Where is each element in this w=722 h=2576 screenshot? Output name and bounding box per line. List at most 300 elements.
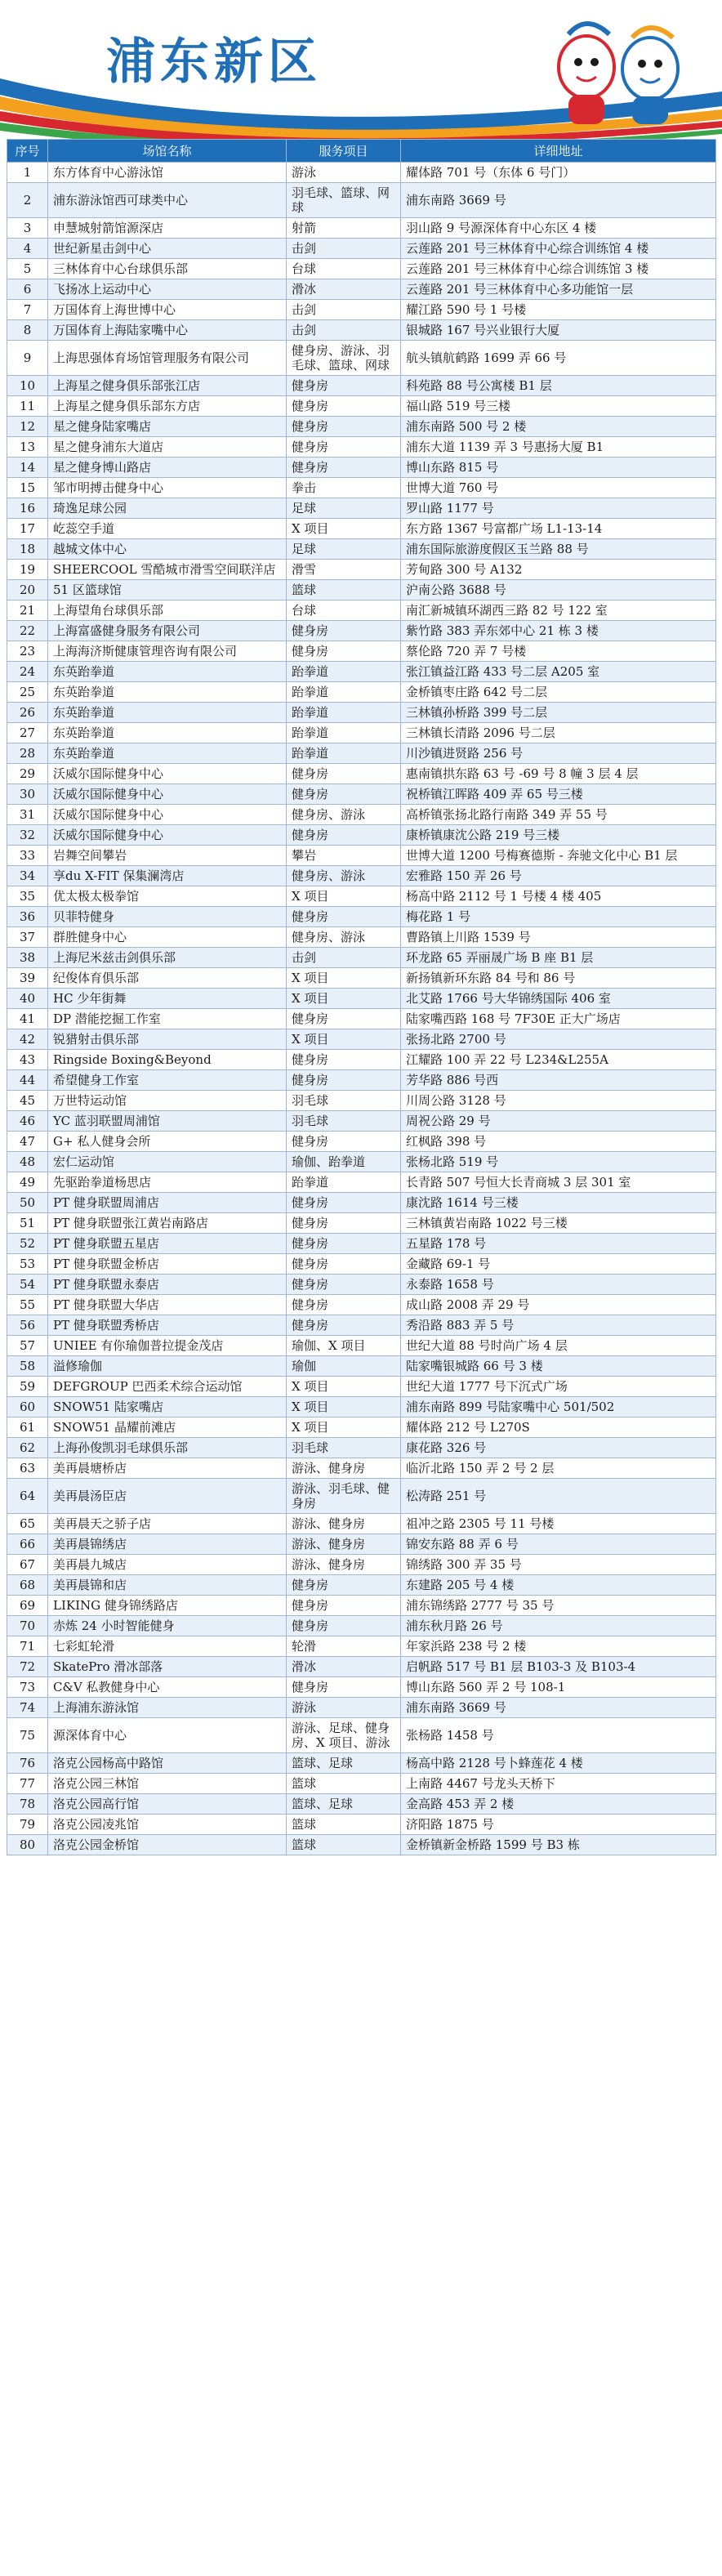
table-row [7, 1295, 716, 1315]
table-row [7, 1514, 716, 1534]
table-row [7, 1111, 716, 1132]
table-row [7, 784, 716, 805]
table-row [7, 1596, 716, 1616]
table-row [7, 764, 716, 784]
table-row [7, 163, 716, 183]
table-row [7, 279, 716, 300]
table-row [7, 1698, 716, 1718]
row-number: 42 [7, 1029, 48, 1050]
row-number: 74 [7, 1698, 48, 1718]
service-items: 台球 [287, 600, 401, 621]
row-number: 49 [7, 1172, 48, 1193]
venue-address: 东建路 205 号 4 楼 [401, 1575, 716, 1596]
table-row [7, 1132, 716, 1152]
service-items: 跆拳道 [287, 723, 401, 743]
table-row [7, 866, 716, 886]
venue-name: 万国体育上海陆家嘴中心 [48, 320, 287, 341]
venue-address: 梅花路 1 号 [401, 907, 716, 927]
venue-name: 洛克公园凌兆馆 [48, 1815, 287, 1835]
venue-address: 张杨北路 519 号 [401, 1152, 716, 1172]
service-items: 羽毛球 [287, 1111, 401, 1132]
service-items: 健身房 [287, 1009, 401, 1029]
venue-name: 星之健身浦东大道店 [48, 437, 287, 458]
row-number: 48 [7, 1152, 48, 1172]
venue-address: 启帆路 517 号 B1 层 B103-3 及 B103-4 [401, 1657, 716, 1677]
page-title: 浦东新区 [106, 33, 322, 91]
venue-address: 锦安东路 88 弄 6 号 [401, 1534, 716, 1555]
table-row [7, 1397, 716, 1417]
venue-name: 上海尼米兹击剑俱乐部 [48, 948, 287, 968]
venue-address: 秀沿路 883 弄 5 号 [401, 1315, 716, 1336]
service-items: 击剑 [287, 320, 401, 341]
venue-address: 博山东路 560 弄 2 号 108-1 [401, 1677, 716, 1698]
venue-address: 芳华路 886 号西 [401, 1070, 716, 1091]
venue-address: 康花路 326 号 [401, 1438, 716, 1458]
table-row [7, 1417, 716, 1438]
table-row [7, 1616, 716, 1636]
venue-address: 浦东南路 3669 号 [401, 183, 716, 218]
service-items: 游泳 [287, 1698, 401, 1718]
row-number: 7 [7, 300, 48, 320]
venue-address: 世纪大道 88 号时尚广场 4 层 [401, 1336, 716, 1356]
row-number: 19 [7, 560, 48, 580]
venue-name: 申慧城射箭馆源深店 [48, 218, 287, 239]
row-number: 10 [7, 376, 48, 396]
table-row [7, 927, 716, 948]
service-items: 足球 [287, 539, 401, 560]
row-number: 73 [7, 1677, 48, 1698]
service-items: 击剑 [287, 300, 401, 320]
table-row [7, 805, 716, 825]
row-number: 75 [7, 1718, 48, 1753]
venue-name: C&V 私教健身中心 [48, 1677, 287, 1698]
service-items: X 项目 [287, 1397, 401, 1417]
service-items: 健身房 [287, 1254, 401, 1275]
venue-address: 东方路 1367 号富都广场 L1-13-14 [401, 519, 716, 539]
venue-address: 浦东秋月路 26 号 [401, 1616, 716, 1636]
table-row [7, 948, 716, 968]
venue-name: G+ 私人健身会所 [48, 1132, 287, 1152]
row-number: 6 [7, 279, 48, 300]
venue-name: 美再晨九城店 [48, 1555, 287, 1575]
service-items: 健身房 [287, 1616, 401, 1636]
venue-address: 芳甸路 300 号 A132 [401, 560, 716, 580]
venue-table [7, 139, 716, 1855]
service-items: 台球 [287, 259, 401, 279]
table-row [7, 1657, 716, 1677]
service-items: 羽毛球、篮球、网球 [287, 183, 401, 218]
row-number: 27 [7, 723, 48, 743]
venue-address: 浦东大道 1139 弄 3 号惠扬大厦 B1 [401, 437, 716, 458]
venue-address: 云莲路 201 号三林体育中心多功能馆一层 [401, 279, 716, 300]
venue-address: 张江镇益江路 433 号二层 A205 室 [401, 662, 716, 682]
header-no: 序号 [7, 140, 48, 163]
venue-address: 上南路 4467 号龙头天桥下 [401, 1774, 716, 1794]
row-number: 59 [7, 1377, 48, 1397]
row-number: 3 [7, 218, 48, 239]
venue-address: 康桥镇康沈公路 219 号三楼 [401, 825, 716, 846]
service-items: 健身房 [287, 1295, 401, 1315]
table-row [7, 1815, 716, 1835]
table-row [7, 1275, 716, 1295]
venue-name: 沃威尔国际健身中心 [48, 825, 287, 846]
table-row [7, 560, 716, 580]
venue-name: 东英跆拳道 [48, 723, 287, 743]
row-number: 31 [7, 805, 48, 825]
venue-address: 紫竹路 383 弄东郊中心 21 栋 3 楼 [401, 621, 716, 641]
table-row [7, 846, 716, 866]
row-number: 51 [7, 1213, 48, 1234]
venue-name: 宏仁运动馆 [48, 1152, 287, 1172]
table-row [7, 662, 716, 682]
service-items: 健身房 [287, 1575, 401, 1596]
service-items: 游泳、健身房 [287, 1555, 401, 1575]
row-number: 47 [7, 1132, 48, 1152]
row-number: 64 [7, 1479, 48, 1514]
venue-address: 南汇新城镇环湖西三路 82 号 122 室 [401, 600, 716, 621]
table-row [7, 1315, 716, 1336]
service-items: 击剑 [287, 948, 401, 968]
row-number: 56 [7, 1315, 48, 1336]
header-name: 场馆名称 [48, 140, 287, 163]
table-row [7, 1794, 716, 1815]
table-row [7, 437, 716, 458]
row-number: 32 [7, 825, 48, 846]
service-items: 健身房 [287, 1234, 401, 1254]
venue-name: 岩舞空间攀岩 [48, 846, 287, 866]
row-number: 17 [7, 519, 48, 539]
table-row [7, 1774, 716, 1794]
venue-address: 三林镇长清路 2096 号二层 [401, 723, 716, 743]
venue-address: 曹路镇上川路 1539 号 [401, 927, 716, 948]
venue-address: 高桥镇张扬北路行南路 349 弄 55 号 [401, 805, 716, 825]
venue-address: 博山东路 815 号 [401, 458, 716, 478]
venue-name: YC 蓝羽联盟周浦馆 [48, 1111, 287, 1132]
venue-address: 银城路 167 号兴业银行大厦 [401, 320, 716, 341]
table-row [7, 989, 716, 1009]
service-items: 健身房 [287, 376, 401, 396]
table-row [7, 341, 716, 376]
service-items: 轮滑 [287, 1636, 401, 1657]
service-items: 篮球、足球 [287, 1753, 401, 1774]
service-items: 游泳、足球、健身房、X 项目、游泳 [287, 1718, 401, 1753]
table-row [7, 1336, 716, 1356]
service-items: 滑雪 [287, 560, 401, 580]
table-row [7, 907, 716, 927]
table-row [7, 1438, 716, 1458]
service-items: 健身房、游泳 [287, 805, 401, 825]
row-number: 34 [7, 866, 48, 886]
venue-name: DP 潜能挖掘工作室 [48, 1009, 287, 1029]
service-items: 游泳、健身房 [287, 1534, 401, 1555]
service-items: 羽毛球 [287, 1438, 401, 1458]
table-row [7, 1835, 716, 1855]
venue-address: 杨高中路 2112 号 1 号楼 4 楼 405 [401, 886, 716, 907]
venue-name: 三林体育中心台球俱乐部 [48, 259, 287, 279]
row-number: 70 [7, 1616, 48, 1636]
service-items: 跆拳道 [287, 662, 401, 682]
venue-address: 五星路 178 号 [401, 1234, 716, 1254]
table-row [7, 621, 716, 641]
venue-name: PT 健身联盟周浦店 [48, 1193, 287, 1213]
venue-address: 惠南镇拱东路 63 号 -69 号 8 幢 3 层 4 层 [401, 764, 716, 784]
row-number: 62 [7, 1438, 48, 1458]
header-service: 服务项目 [287, 140, 401, 163]
venue-name: 东英跆拳道 [48, 662, 287, 682]
venue-name: HC 少年街舞 [48, 989, 287, 1009]
venue-address: 松涛路 251 号 [401, 1479, 716, 1514]
service-items: 滑冰 [287, 279, 401, 300]
service-items: 健身房 [287, 907, 401, 927]
table-row [7, 396, 716, 417]
service-items: 健身房 [287, 1193, 401, 1213]
venue-address: 三林镇孙桥路 399 号二层 [401, 703, 716, 723]
venue-address: 罗山路 1177 号 [401, 498, 716, 519]
venue-name: 星之健身博山路店 [48, 458, 287, 478]
service-items: 健身房、游泳 [287, 866, 401, 886]
venue-name: 飞扬冰上运动中心 [48, 279, 287, 300]
venue-address: 沪南公路 3688 号 [401, 580, 716, 600]
venue-name: 锐猎射击俱乐部 [48, 1029, 287, 1050]
table-row [7, 1070, 716, 1091]
service-items: 健身房 [287, 1677, 401, 1698]
venue-name: 先驱跆拳道杨思店 [48, 1172, 287, 1193]
venue-address: 北艾路 1766 号大华锦绣国际 406 室 [401, 989, 716, 1009]
venue-name: 洛克公园三林馆 [48, 1774, 287, 1794]
table-row [7, 1091, 716, 1111]
venue-address: 浦东国际旅游度假区玉兰路 88 号 [401, 539, 716, 560]
service-items: 健身房 [287, 1275, 401, 1295]
row-number: 24 [7, 662, 48, 682]
service-items: 健身房 [287, 825, 401, 846]
service-items: 瑜伽 [287, 1356, 401, 1377]
row-number: 76 [7, 1753, 48, 1774]
row-number: 21 [7, 600, 48, 621]
table-row [7, 478, 716, 498]
table-row [7, 703, 716, 723]
service-items: 瑜伽、跆拳道 [287, 1152, 401, 1172]
row-number: 18 [7, 539, 48, 560]
row-number: 38 [7, 948, 48, 968]
venue-address: 金高路 453 弄 2 楼 [401, 1794, 716, 1815]
venue-address: 耀体路 701 号（东体 6 号门） [401, 163, 716, 183]
service-items: 篮球 [287, 1835, 401, 1855]
row-number: 55 [7, 1295, 48, 1315]
service-items: 健身房 [287, 417, 401, 437]
venue-address: 陆家嘴银城路 66 号 3 楼 [401, 1356, 716, 1377]
venue-name: SkatePro 滑冰部落 [48, 1657, 287, 1677]
service-items: 滑冰 [287, 1657, 401, 1677]
service-items: 健身房 [287, 396, 401, 417]
service-items: X 项目 [287, 989, 401, 1009]
venue-name: 美再晨天之骄子店 [48, 1514, 287, 1534]
venue-name: 上海富盛健身服务有限公司 [48, 621, 287, 641]
service-items: 健身房 [287, 1596, 401, 1616]
row-number: 9 [7, 341, 48, 376]
row-number: 35 [7, 886, 48, 907]
row-number: 68 [7, 1575, 48, 1596]
service-items: 健身房 [287, 1050, 401, 1070]
venue-address: 杨高中路 2128 号卜蜂莲花 4 楼 [401, 1753, 716, 1774]
row-number: 45 [7, 1091, 48, 1111]
venue-name: 51 区篮球馆 [48, 580, 287, 600]
table-row [7, 580, 716, 600]
row-number: 63 [7, 1458, 48, 1479]
table-row [7, 458, 716, 478]
row-number: 58 [7, 1356, 48, 1377]
venue-address: 航头镇航鹤路 1699 弄 66 号 [401, 341, 716, 376]
service-items: 健身房 [287, 437, 401, 458]
venue-address: 川周公路 3128 号 [401, 1091, 716, 1111]
service-items: X 项目 [287, 1029, 401, 1050]
row-number: 40 [7, 989, 48, 1009]
venue-address: 济阳路 1875 号 [401, 1815, 716, 1835]
venue-address: 江耀路 100 弄 22 号 L234&L255A [401, 1050, 716, 1070]
row-number: 36 [7, 907, 48, 927]
venue-address: 金桥镇新金桥路 1599 号 B3 栋 [401, 1835, 716, 1855]
service-items: 跆拳道 [287, 682, 401, 703]
table-row [7, 1636, 716, 1657]
venue-name: 美再晨塘桥店 [48, 1458, 287, 1479]
row-number: 71 [7, 1636, 48, 1657]
venue-address: 张杨路 1458 号 [401, 1718, 716, 1753]
header-banner [0, 0, 722, 139]
service-items: 跆拳道 [287, 703, 401, 723]
venue-name: DEFGROUP 巴西柔术综合运动馆 [48, 1377, 287, 1397]
venue-name: 赤炼 24 小时智能健身 [48, 1616, 287, 1636]
row-number: 16 [7, 498, 48, 519]
service-items: 击剑 [287, 239, 401, 259]
table-row [7, 417, 716, 437]
venue-name: 上海星之健身俱乐部东方店 [48, 396, 287, 417]
venue-address: 耀体路 212 号 L270S [401, 1417, 716, 1438]
row-number: 72 [7, 1657, 48, 1677]
service-items: 健身房、游泳、羽毛球、篮球、网球 [287, 341, 401, 376]
row-number: 4 [7, 239, 48, 259]
venue-name: 洛克公园杨高中路馆 [48, 1753, 287, 1774]
table-row [7, 1718, 716, 1753]
row-number: 69 [7, 1596, 48, 1616]
table-row [7, 1152, 716, 1172]
table-row [7, 968, 716, 989]
venue-name: 源深体育中心 [48, 1718, 287, 1753]
service-items: 健身房 [287, 1132, 401, 1152]
table-row [7, 1193, 716, 1213]
row-number: 8 [7, 320, 48, 341]
row-number: 37 [7, 927, 48, 948]
row-number: 12 [7, 417, 48, 437]
venue-name: SNOW51 晶耀前滩店 [48, 1417, 287, 1438]
row-number: 41 [7, 1009, 48, 1029]
table-row [7, 539, 716, 560]
venue-address: 临沂北路 150 弄 2 号 2 层 [401, 1458, 716, 1479]
table-row [7, 1172, 716, 1193]
table-row [7, 1009, 716, 1029]
service-items: 足球 [287, 498, 401, 519]
venue-address: 祖冲之路 2305 号 11 号楼 [401, 1514, 716, 1534]
venue-address: 新扬镇新环东路 84 号和 86 号 [401, 968, 716, 989]
venue-address: 云莲路 201 号三林体育中心综合训练馆 4 楼 [401, 239, 716, 259]
venue-name: PT 健身联盟张江黄岩南路店 [48, 1213, 287, 1234]
venue-name: PT 健身联盟秀桥店 [48, 1315, 287, 1336]
venue-name: UNIEE 有你瑜伽普拉提金茂店 [48, 1336, 287, 1356]
venue-name: 上海星之健身俱乐部张江店 [48, 376, 287, 396]
table-row [7, 641, 716, 662]
row-number: 33 [7, 846, 48, 866]
row-number: 39 [7, 968, 48, 989]
venue-name: 星之健身陆家嘴店 [48, 417, 287, 437]
row-number: 53 [7, 1254, 48, 1275]
table-row [7, 1753, 716, 1774]
service-items: 健身房 [287, 641, 401, 662]
service-items: 瑜伽、X 项目 [287, 1336, 401, 1356]
venue-address: 浦东南路 3669 号 [401, 1698, 716, 1718]
venue-name: 沃威尔国际健身中心 [48, 805, 287, 825]
service-items: 健身房、游泳 [287, 927, 401, 948]
venue-address: 浦东锦绣路 2777 号 35 号 [401, 1596, 716, 1616]
venue-address: 长青路 507 号恒大长青商城 3 层 301 室 [401, 1172, 716, 1193]
row-number: 52 [7, 1234, 48, 1254]
service-items: 跆拳道 [287, 743, 401, 764]
venue-name: 沃威尔国际健身中心 [48, 784, 287, 805]
venue-name: 洛克公园金桥馆 [48, 1835, 287, 1855]
venue-name: 上海海济斯健康管理咨询有限公司 [48, 641, 287, 662]
venue-name: 上海孙俊凯羽毛球俱乐部 [48, 1438, 287, 1458]
service-items: 健身房 [287, 621, 401, 641]
venue-name: 美再晨锦和店 [48, 1575, 287, 1596]
venue-address: 陆家嘴西路 168 号 7F30E 正大广场店 [401, 1009, 716, 1029]
service-items: 篮球 [287, 1815, 401, 1835]
row-number: 65 [7, 1514, 48, 1534]
venue-address: 浦东南路 500 号 2 楼 [401, 417, 716, 437]
service-items: 健身房 [287, 1315, 401, 1336]
row-number: 23 [7, 641, 48, 662]
venue-name: LIKING 健身锦绣路店 [48, 1596, 287, 1616]
venue-name: 美再晨锦绣店 [48, 1534, 287, 1555]
service-items: 健身房 [287, 764, 401, 784]
row-number: 5 [7, 259, 48, 279]
venue-name: 上海浦东游泳馆 [48, 1698, 287, 1718]
row-number: 29 [7, 764, 48, 784]
row-number: 25 [7, 682, 48, 703]
row-number: 80 [7, 1835, 48, 1855]
service-items: X 项目 [287, 886, 401, 907]
table-row [7, 723, 716, 743]
venue-name: 溢修瑜伽 [48, 1356, 287, 1377]
venue-name: 希望健身工作室 [48, 1070, 287, 1091]
venue-name: 享du X-FIT 保集澜湾店 [48, 866, 287, 886]
service-items: 篮球、足球 [287, 1794, 401, 1815]
venue-address: 环龙路 65 弄丽晟广场 B 座 B1 层 [401, 948, 716, 968]
venue-address: 羽山路 9 号源深体育中心东区 4 楼 [401, 218, 716, 239]
row-number: 50 [7, 1193, 48, 1213]
service-items: 健身房 [287, 1070, 401, 1091]
service-items: X 项目 [287, 1377, 401, 1397]
venue-name: SNOW51 陆家嘴店 [48, 1397, 287, 1417]
service-items: 健身房 [287, 1213, 401, 1234]
service-items: 游泳、健身房 [287, 1514, 401, 1534]
service-items: 健身房 [287, 458, 401, 478]
row-number: 54 [7, 1275, 48, 1295]
venue-address: 宏雅路 150 弄 26 号 [401, 866, 716, 886]
venue-name: 东方体育中心游泳馆 [48, 163, 287, 183]
table-row [7, 376, 716, 396]
venue-address: 锦绣路 300 弄 35 号 [401, 1555, 716, 1575]
venue-name: 东英跆拳道 [48, 682, 287, 703]
table-row [7, 1050, 716, 1070]
table-row [7, 1458, 716, 1479]
venue-name: Ringside Boxing&Beyond [48, 1050, 287, 1070]
